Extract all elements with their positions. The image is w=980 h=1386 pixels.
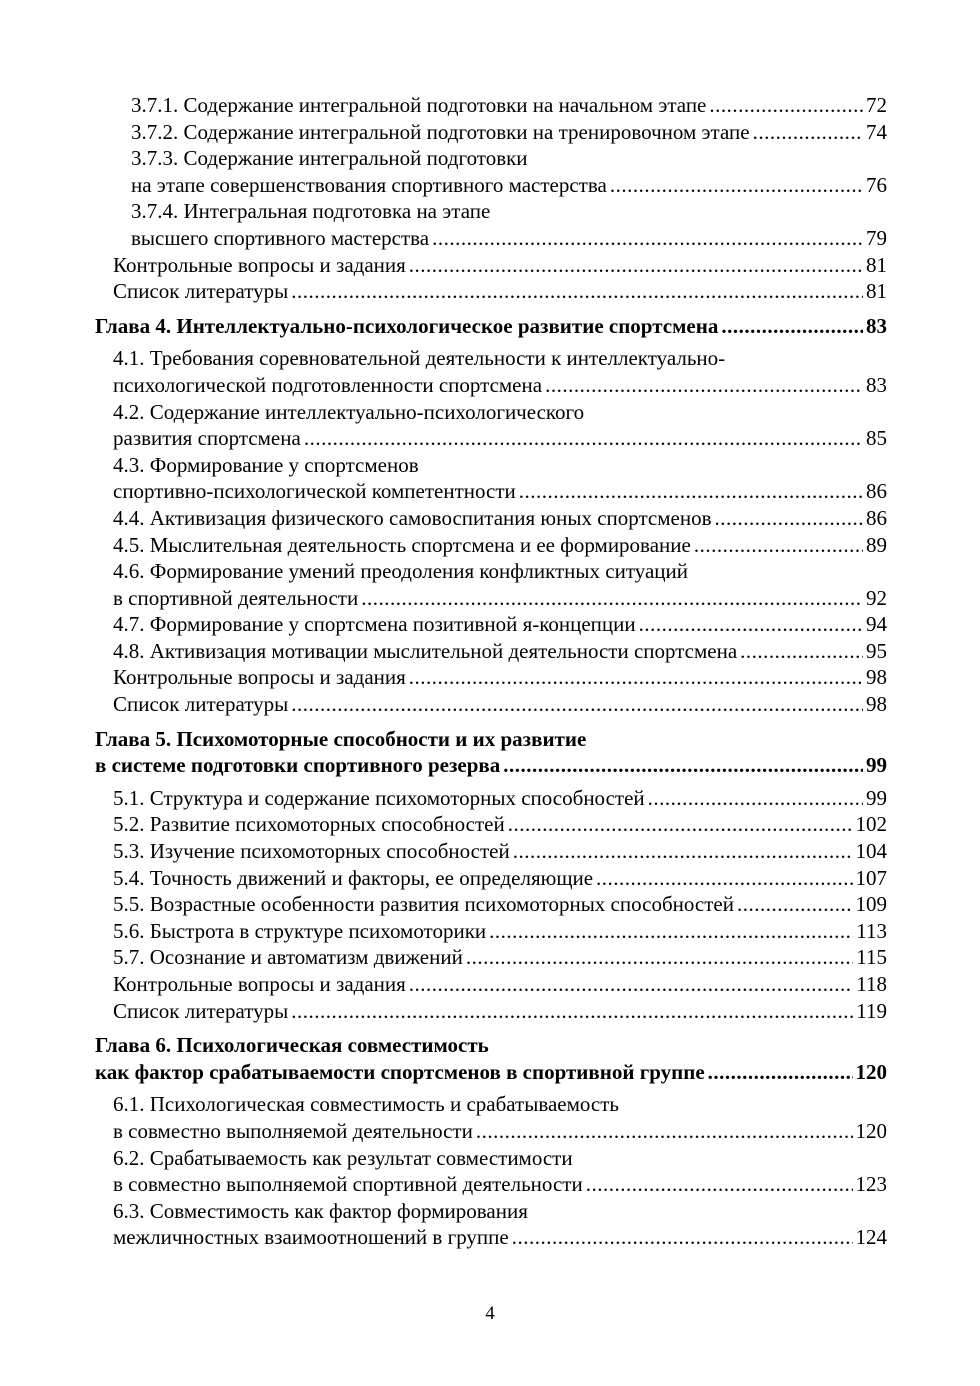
toc-entry-4-6-line1: 4.6. Формирование умений преодоления конфликтных ситуаций	[113, 559, 688, 584]
toc-page-number: 119	[856, 998, 887, 1023]
toc-leader-dots	[519, 478, 863, 505]
toc-entry-title: спортивно-психологической компетентности	[113, 479, 516, 504]
toc-entry-title: 5.7. Осознание и автоматизм движений	[113, 945, 463, 970]
toc-entry-title: 5.2. Развитие психомоторных способностей	[113, 812, 505, 837]
toc-entry-title: 3.7.1. Содержание интегральной подготовки на начальном этапе	[131, 93, 707, 117]
toc-entry-title: 3.7.2. Содержание интегральной подготовки на тренировочном этапе	[131, 119, 750, 144]
toc-page-number: 83	[866, 372, 887, 397]
toc-entry-title: 5.4. Точность движений и факторы, ее определяющие	[113, 865, 594, 890]
toc-entry-3-7-4	[95, 225, 887, 252]
toc-entry-ch5-literature	[95, 998, 887, 1025]
toc-leader-dots	[708, 1059, 853, 1086]
toc-chapter-4	[95, 313, 887, 340]
toc-entry-5-6	[95, 918, 887, 945]
toc-page-number: 79	[866, 225, 887, 250]
toc-page-number: 124	[855, 1225, 887, 1250]
toc-page-number: 86	[866, 479, 887, 504]
toc-page-number: 98	[866, 665, 887, 690]
toc-entry-ch3-literature	[95, 278, 887, 305]
toc-entry-4-3	[95, 478, 887, 505]
toc-entry-title: Контрольные вопросы и задания	[113, 252, 406, 277]
toc-entry-6-1-line1: 6.1. Психологическая совместимость и срабатываемость	[113, 1092, 619, 1117]
toc-leader-dots	[304, 425, 863, 452]
toc-page-number: 120	[855, 1059, 887, 1084]
toc-chapter-title: Глава 4. Интеллектуально-психологическое развитие спортсмена	[95, 313, 719, 338]
toc-entry-title: 5.6. Быстрота в структуре психомоторики	[113, 918, 487, 943]
toc-page-number: 85	[866, 426, 887, 451]
toc-entry-title: Список литературы	[113, 279, 289, 304]
toc-chapter-5	[95, 752, 887, 779]
toc-leader-dots	[512, 1224, 853, 1251]
toc-leader-dots	[503, 752, 863, 779]
toc-leader-dots	[721, 313, 863, 340]
toc-leader-dots	[476, 1118, 853, 1145]
toc-page-number: 102	[855, 812, 887, 837]
toc-entry-title: Список литературы	[113, 692, 289, 717]
toc-entry-4-1-line1: 4.1. Требования соревновательной деятельности к интеллектуально-	[113, 346, 726, 371]
toc-entry-title: 5.3. Изучение психомоторных способностей	[113, 839, 510, 864]
toc-chapter-title: как фактор срабатываемости спортсменов в спортивной группе	[95, 1059, 705, 1084]
toc-entry-ch3-questions	[95, 252, 887, 279]
toc-page-number: 83	[866, 313, 887, 338]
toc-chapter-6	[95, 1059, 887, 1086]
toc-entry-title: межличностных взаимоотношений в группе	[113, 1225, 509, 1250]
toc-leader-dots	[361, 585, 863, 612]
toc-leader-dots	[737, 891, 853, 918]
toc-entry-4-1	[95, 372, 887, 399]
toc-entry-5-3	[95, 838, 887, 865]
page-number: 4	[485, 1303, 495, 1324]
toc-entry-title: на этапе совершенствования спортивного мастерства	[131, 172, 607, 197]
toc-entry-title: Контрольные вопросы и задания	[113, 972, 406, 996]
toc-chapter-6-line1: Глава 6. Психологическая совместимость	[95, 1033, 489, 1058]
toc-page-number: 76	[866, 172, 887, 197]
toc-page-number: 104	[855, 839, 887, 864]
toc-entry-4-2	[95, 425, 887, 452]
toc-entry-title: высшего спортивного мастерства	[131, 225, 430, 250]
toc-leader-dots	[610, 172, 863, 199]
toc-entry-4-2-line1: 4.2. Содержание интеллектуально-психологического	[113, 399, 585, 424]
toc-entry-4-6	[95, 585, 887, 612]
toc-page-number: 118	[856, 972, 887, 996]
toc-page-number: 120	[855, 1118, 887, 1143]
toc-page-number: 98	[866, 692, 887, 717]
toc-entry-6-2-line1: 6.2. Срабатываемость как результат совместимости	[113, 1145, 573, 1170]
toc-leader-dots	[753, 119, 863, 146]
toc-entry-title: Контрольные вопросы и задания	[113, 665, 406, 690]
toc-leader-dots	[409, 664, 863, 691]
toc-entry-title: 4.7. Формирование у спортсмена позитивной я-концепции	[113, 612, 636, 637]
toc-leader-dots	[432, 225, 863, 252]
toc-page-number: 123	[855, 1172, 887, 1197]
toc-page-number: 99	[866, 785, 887, 810]
toc-entry-title: в спортивной деятельности	[113, 585, 359, 610]
toc-leader-dots	[648, 785, 863, 812]
toc-entry-3-7-2	[95, 119, 887, 146]
table-of-contents	[95, 92, 887, 1251]
toc-entry-5-7	[95, 944, 887, 971]
toc-entry-3-7-4-line1: 3.7.4. Интегральная подготовка на этапе	[131, 199, 491, 224]
toc-leader-dots	[409, 252, 863, 279]
toc-page-number: 74	[866, 119, 887, 144]
toc-page-number: 113	[856, 918, 887, 943]
toc-page-number: 72	[866, 93, 887, 117]
toc-entry-6-3	[95, 1224, 887, 1251]
toc-page-number: 94	[866, 612, 887, 637]
toc-entry-title: Список литературы	[113, 998, 289, 1023]
toc-page-number: 107	[855, 865, 887, 890]
toc-entry-4-4	[95, 505, 887, 532]
toc-entry-ch4-questions	[95, 664, 887, 691]
toc-entry-4-5	[95, 532, 887, 559]
toc-leader-dots	[694, 532, 863, 559]
toc-leader-dots	[291, 998, 853, 1025]
toc-leader-dots	[466, 944, 853, 971]
toc-entry-title: 5.1. Структура и содержание психомоторных способностей	[113, 785, 645, 810]
toc-entry-title: психологической подготовленности спортсмена	[113, 372, 543, 397]
toc-leader-dots	[740, 638, 863, 665]
toc-entry-title: в совместно выполняемой деятельности	[113, 1118, 473, 1143]
toc-entry-5-5	[95, 891, 887, 918]
toc-entry-3-7-1	[95, 92, 887, 119]
toc-entry-3-7-3-line1: 3.7.3. Содержание интегральной подготовки	[131, 146, 528, 171]
toc-page-number: 89	[866, 532, 887, 557]
toc-leader-dots	[715, 505, 864, 532]
toc-page-number: 109	[855, 892, 887, 917]
toc-entry-title: 4.8. Активизация мотивации мыслительной деятельности спортсмена	[113, 638, 738, 663]
toc-entry-4-8	[95, 638, 887, 665]
toc-page-number: 86	[866, 505, 887, 530]
toc-entry-ch5-questions	[95, 971, 887, 998]
toc-entry-title: 4.5. Мыслительная деятельность спортсмена и ее формирование	[113, 532, 691, 557]
toc-entry-6-3-line1: 6.3. Совместимость как фактор формирования	[113, 1198, 528, 1223]
toc-leader-dots	[639, 611, 863, 638]
toc-page-number: 81	[866, 279, 887, 304]
toc-leader-dots	[596, 865, 852, 892]
toc-entry-title: развития спортсмена	[113, 426, 301, 451]
toc-entry-4-7	[95, 611, 887, 638]
toc-leader-dots	[508, 811, 853, 838]
toc-leader-dots	[545, 372, 863, 399]
toc-leader-dots	[291, 278, 863, 305]
toc-chapter-title: в системе подготовки спортивного резерва	[95, 753, 501, 778]
toc-entry-title: 5.5. Возрастные особенности развития психомоторных способностей	[113, 892, 734, 917]
toc-page-number: 92	[866, 585, 887, 610]
toc-leader-dots	[489, 918, 853, 945]
toc-leader-dots	[291, 691, 863, 718]
toc-entry-5-2	[95, 811, 887, 838]
toc-leader-dots	[409, 971, 853, 998]
toc-entry-4-3-line1: 4.3. Формирование у спортсменов	[113, 452, 419, 477]
toc-chapter-5-line1: Глава 5. Психомоторные способности и их развитие	[95, 726, 587, 751]
toc-page-number: 99	[866, 753, 887, 778]
toc-entry-ch4-literature	[95, 691, 887, 718]
toc-entry-5-4	[95, 865, 887, 892]
toc-entry-6-1	[95, 1118, 887, 1145]
toc-leader-dots	[709, 92, 863, 119]
toc-entry-5-1	[95, 785, 887, 812]
toc-page-number: 95	[866, 638, 887, 663]
toc-entry-3-7-3	[95, 172, 887, 199]
toc-entry-title: 4.4. Активизация физического самовоспитания юных спортсменов	[113, 505, 712, 530]
toc-entry-6-2	[95, 1171, 887, 1198]
toc-page-number: 115	[856, 945, 887, 970]
toc-entry-title: в совместно выполняемой спортивной деятельности	[113, 1172, 583, 1197]
toc-page-number: 81	[866, 252, 887, 277]
toc-leader-dots	[513, 838, 853, 865]
toc-leader-dots	[586, 1171, 853, 1198]
